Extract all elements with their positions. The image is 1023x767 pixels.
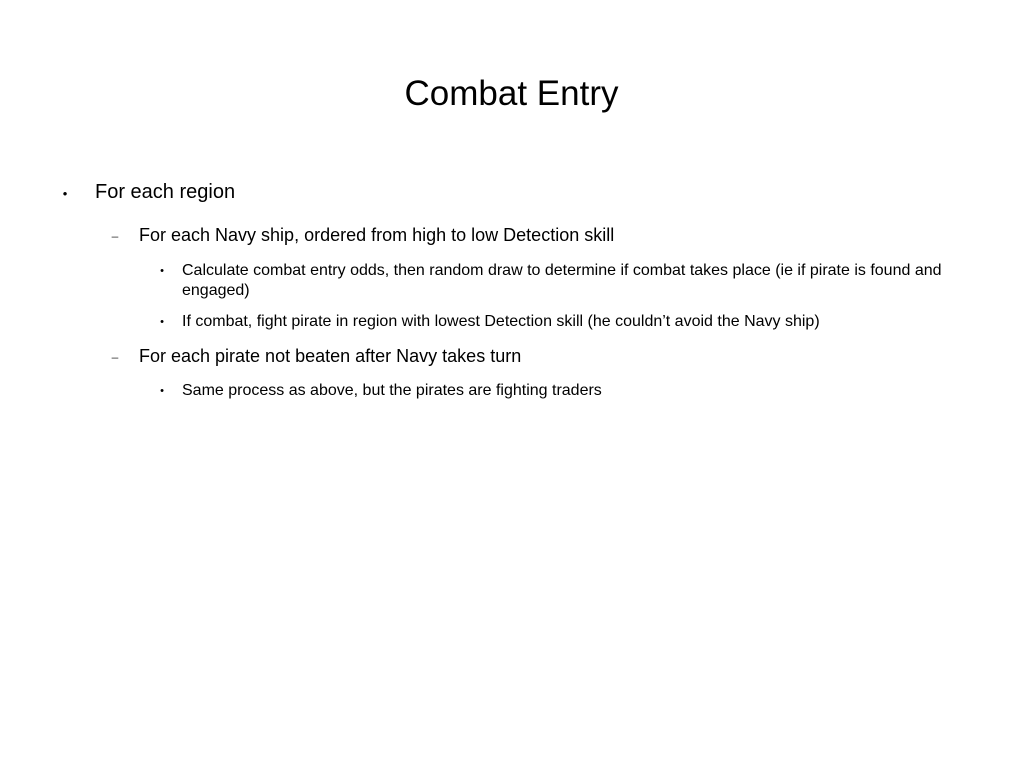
bullet-level1-text: For each region — [95, 181, 236, 203]
bullet-level2-text: For each Navy ship, ordered from high to low Detection skill — [139, 225, 615, 245]
bullet-level3-text: Calculate combat entry odds, then random draw to determine if combat takes place (ie if pirate is found and engaged) — [182, 262, 942, 299]
bullet-dot-icon: • — [160, 385, 164, 397]
bullet-level3-text: Same process as above, but the pirates are fighting traders — [182, 382, 602, 399]
bullet-dot-icon: • — [62, 186, 68, 201]
bullet-dot-icon: • — [160, 265, 164, 277]
slide-title: Combat Entry — [404, 74, 619, 113]
dash-icon: – — [111, 350, 119, 364]
bullet-level2-text: For each pirate not beaten after Navy takes turn — [139, 346, 522, 366]
bullet-level3-text: If combat, fight pirate in region with lowest Detection skill (he couldn’t avoid the Navy ship) — [182, 313, 820, 330]
bullet-dot-icon: • — [160, 316, 164, 328]
dash-icon: – — [111, 229, 119, 243]
